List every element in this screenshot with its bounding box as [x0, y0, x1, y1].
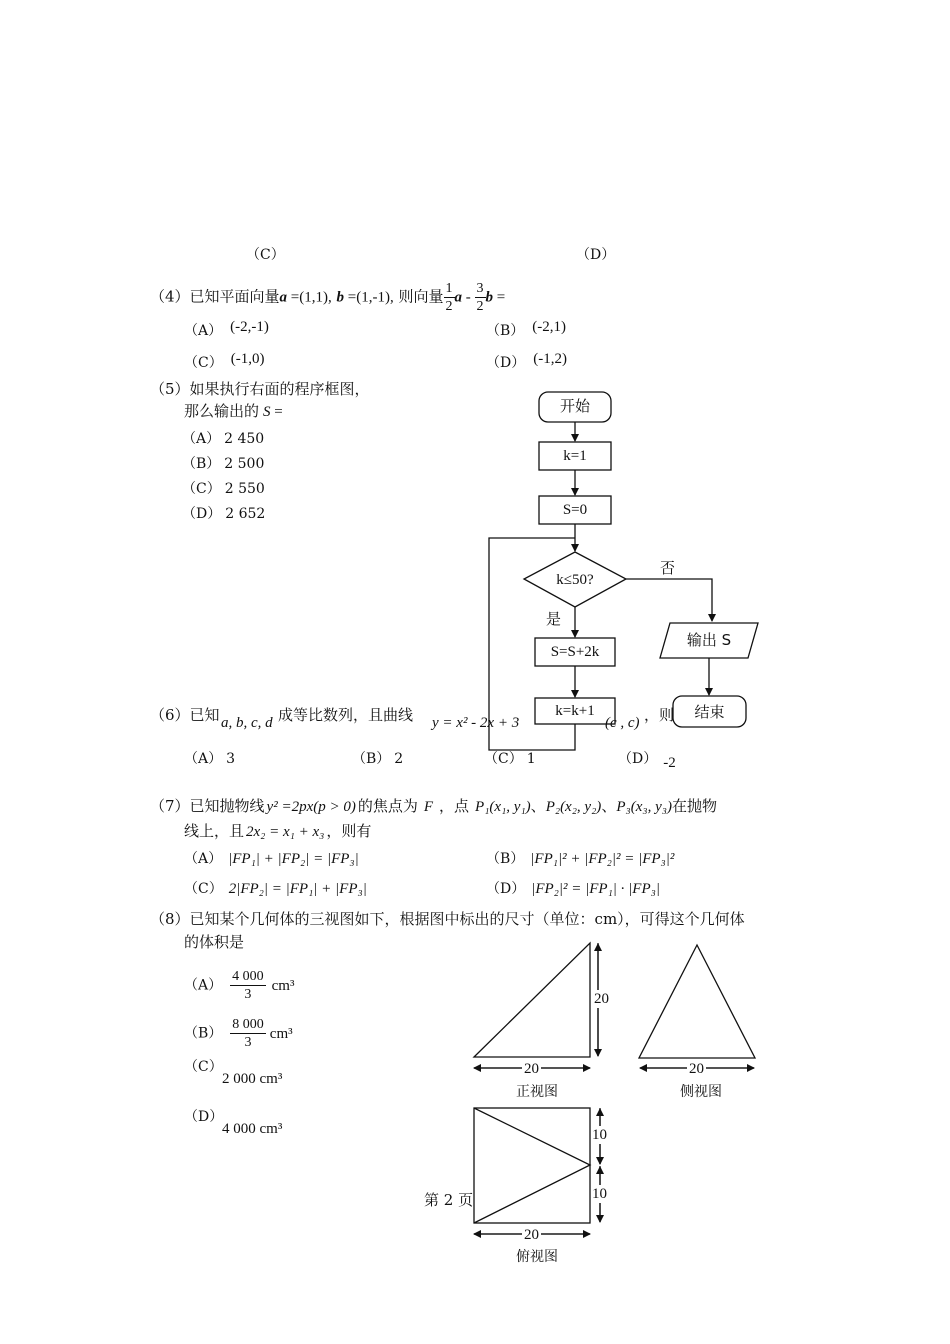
side-view-shape — [639, 945, 755, 1058]
flow-update-s-label: S=S+2k — [550, 644, 600, 660]
q6-option-d: （D） ‐2 — [618, 751, 676, 771]
page-number: 第 2 页 — [424, 1191, 474, 1209]
flow-init-k-label: k=1 — [563, 448, 587, 464]
top-view-triangle — [474, 1108, 590, 1223]
q4-vec-a: a — [279, 289, 288, 306]
q4-option-d: （D） (‐1,2) — [486, 351, 567, 371]
q6-point: (c , c) — [605, 715, 640, 731]
q4-equals: = — [493, 289, 506, 306]
prev-option-d: （D） — [576, 247, 616, 263]
q7-option-b: （B） |FP₁|² + |FP₂|² = |FP₃|² — [486, 851, 675, 867]
flow-no-label: 否 — [660, 559, 676, 577]
q6-text: 成等比数列，且曲线 — [278, 706, 414, 724]
q5-line2: 那么输出的 S = — [184, 402, 283, 420]
q8-a-frac: $\frac{4 000}{3}$ — [232, 969, 264, 1002]
q8-option-a: （A） $\frac{4 000}{3}$ cm³ — [184, 969, 295, 1002]
q5-line1: （5）如果执行右面的程序框图， — [150, 380, 370, 398]
front-view-shape — [474, 943, 590, 1057]
q8-option-c-key: （C） — [184, 1059, 223, 1075]
q4-text: 则向量 — [393, 287, 444, 306]
q4-option-b: （B） (‐2,1) — [486, 319, 567, 339]
flow-start-label: 开始 — [559, 397, 590, 415]
q7-option-c: （C） 2|FP₂| = |FP₁| + |FP₃| — [184, 881, 367, 897]
q8-option-d-val: 4 000 cm³ — [222, 1121, 283, 1137]
q6-option-b: （B） 2 — [352, 751, 404, 767]
q6-tail: ，则 — [644, 706, 675, 724]
flow-end-label: 结束 — [694, 703, 725, 721]
top-width-label: 20 — [524, 1227, 539, 1243]
question-7-line1: （7）已知抛物线 y² =2px(p > 0) 的焦点为 F ，点 P₁(x₁, y₁)、P₂(x₂, y₂)、P₃(x₃, y₃)在抛物 — [150, 797, 717, 815]
prev-option-c: （C） — [246, 247, 285, 263]
q7-option-d: （D） |FP₂|² = |FP₁| · |FP₃| — [486, 881, 660, 897]
q5-option-a: （A） 2 450 — [182, 431, 265, 447]
q8-option-c-val: 2 000 cm³ — [222, 1071, 283, 1087]
question-7-line2: 线上，且 2x₂ = x₁ + x₃ ，则有 — [184, 822, 372, 840]
q6-option-a: （A） 3 — [184, 751, 236, 767]
q5-option-c: （C） 2 550 — [182, 481, 265, 497]
q4-frac-1: $\frac{1}{2}$ — [445, 281, 453, 314]
q4-term-a: a — [454, 289, 463, 306]
flow-no-branch — [626, 579, 712, 621]
q4-vec-b: b — [336, 289, 345, 306]
q4-term-b: b — [485, 289, 494, 306]
flow-condition-label: k≤50? — [556, 572, 594, 588]
front-height-label: 20 — [594, 991, 609, 1007]
q7-option-a: （A） |FP₁| + |FP₂| = |FP₃| — [184, 851, 359, 867]
flow-yes-label: 是 — [546, 610, 562, 628]
q8-b-frac: $\frac{8 000}{3}$ — [232, 1017, 264, 1050]
q6-vars: a, b, c, d — [221, 715, 273, 731]
q6-option-c: （C） 1 — [484, 751, 536, 767]
q4-minus: ‐ — [462, 289, 475, 306]
q4-option-a: （A） (‐2,‐1) — [184, 319, 269, 339]
top-height2-label: 10 — [592, 1186, 607, 1202]
q4-option-c: （C） (‐1,0) — [184, 351, 265, 371]
q4-eq-b: =(1,‐1), — [344, 289, 394, 306]
q5-option-d: （D） 2 652 — [182, 506, 266, 522]
q8-line2: 的体积是 — [184, 933, 245, 951]
front-view-caption: 正视图 — [516, 1084, 558, 1100]
q4-eq-a: =(1,1), — [287, 289, 332, 306]
top-height1-label: 10 — [592, 1127, 607, 1143]
flow-output-label: 输出 S — [686, 631, 732, 649]
q8-option-b: （B） $\frac{8 000}{3}$ cm³ — [184, 1017, 293, 1050]
q5-option-b: （B） 2 500 — [182, 456, 265, 472]
q4-frac-2: $\frac{3}{2}$ — [476, 281, 484, 314]
q4-label: （4）已知平面向量 — [150, 287, 280, 306]
top-view-square — [474, 1108, 590, 1223]
top-view-caption: 俯视图 — [516, 1249, 558, 1265]
q8-option-d-key: （D） — [184, 1109, 224, 1125]
side-view-caption: 侧视图 — [680, 1084, 722, 1100]
q6-label: （6）已知 — [150, 706, 220, 724]
flow-update-k-label: k=k+1 — [555, 703, 595, 719]
flow-init-s-label: S=0 — [562, 502, 588, 518]
side-width-label: 20 — [689, 1061, 704, 1077]
q6-curve: y = x² ‐ 2x + 3 — [432, 715, 520, 731]
front-width-label: 20 — [524, 1061, 539, 1077]
q8-line1: （8）已知某个几何体的三视图如下，根据图中标出的尺寸（单位：cm），可得这个几何体 — [150, 910, 745, 928]
